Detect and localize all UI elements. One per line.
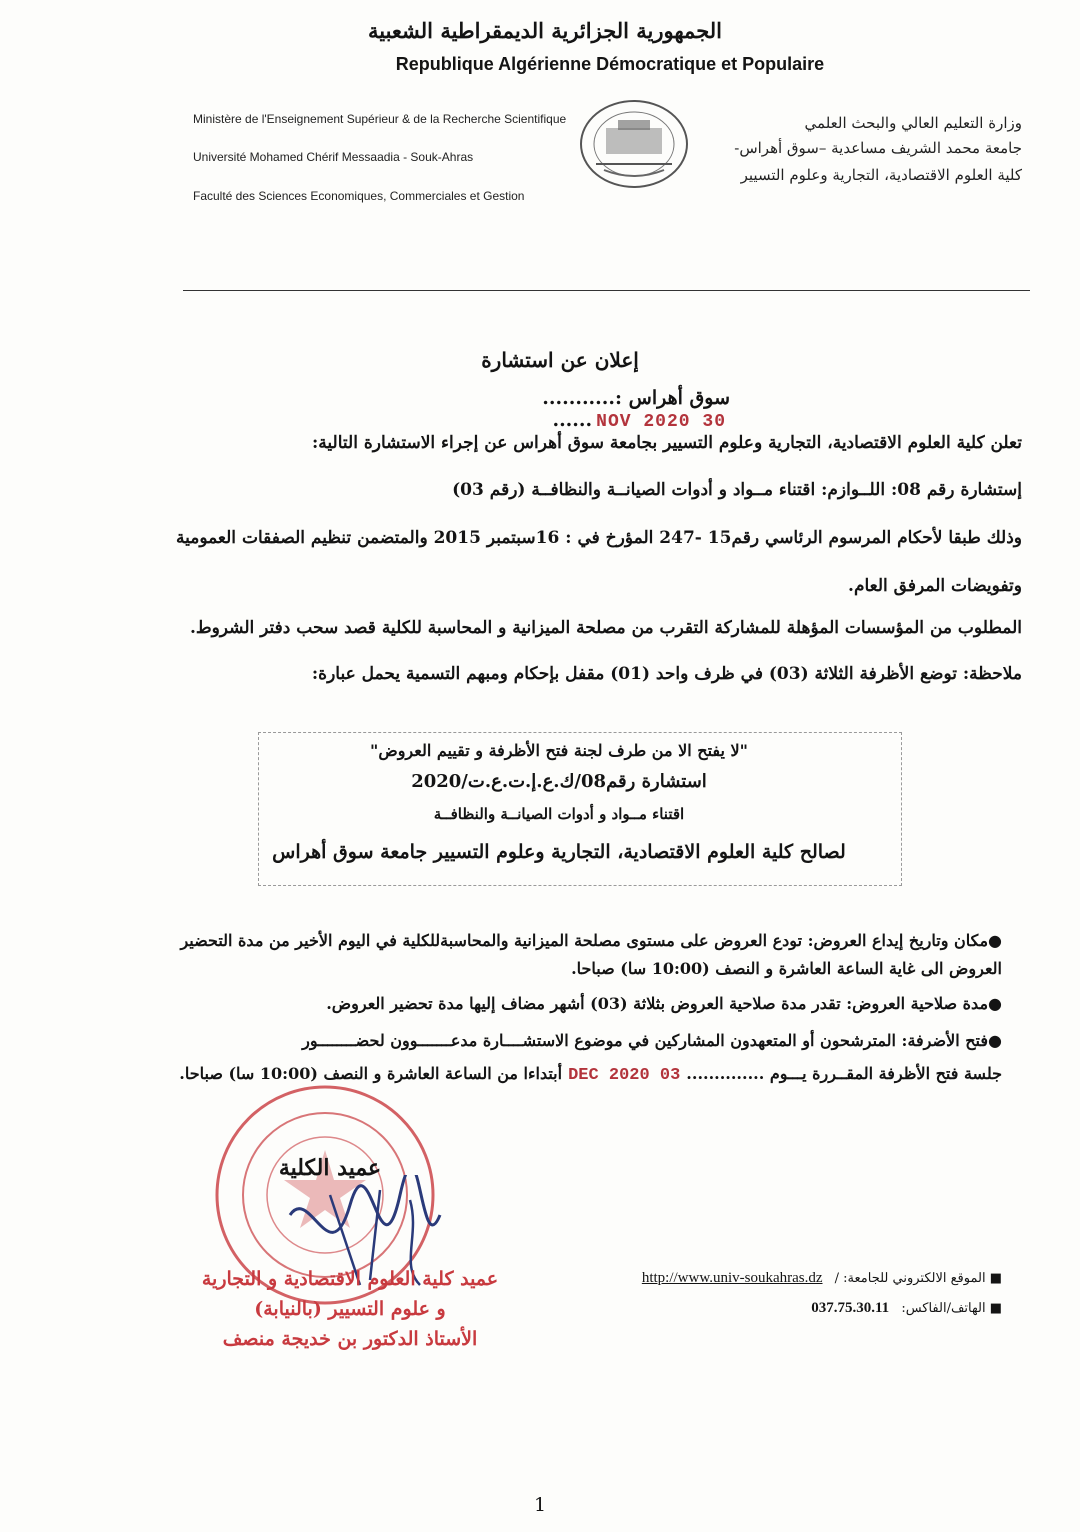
republic-title-ar: الجمهورية الجزائرية الديمقراطية الشعبية (367, 18, 722, 43)
ministry-fr: Ministère de l'Enseignement Supérieur & de la Recherche Scientifique (193, 112, 567, 126)
validity-text: مدة صلاحية العروض: تقدر مدة صلاحية العروض بثلاثة (03) أشهر مضاف إليها مدة تحضير العروض. (326, 994, 989, 1013)
opening-text-post: أبتداءا من الساعة العاشرة و النصف (10:00 سا) صباحا. (179, 1064, 563, 1083)
republic-title-fr: Republique Algérienne Démocratique et Populaire (395, 54, 825, 74)
page-number: 1 (533, 1494, 547, 1516)
request-text: المطلوب من المؤسسات المؤهلة للمشاركة التقرب من مصلحة الميزانية و المحاسبة للكلية قصد سحب دفتر الشروط. (189, 618, 1022, 638)
signatory-block (200, 1268, 500, 1358)
university-fr: Université Mohamed Chérif Messaadia - Souk-Ahras (193, 150, 474, 164)
opening-text-1: فتح الأضرفة: المترشحون أو المتعهدون المشاركين في موضوع الاستشــــارة مدعـــــــوون لحضــــــــور (302, 1031, 989, 1050)
bullet-icon: ● (988, 1031, 1002, 1050)
place-label: سوق أهراس : (615, 387, 730, 409)
phone-value: 037.75.30.11 (811, 1300, 890, 1316)
bullet-icon: ● (988, 994, 1002, 1013)
bullet-icon: ● (988, 931, 1002, 950)
envelope-line-1: "لا يفتح الا من طرف لجنة فتح الأظرفة و تقييم العروض" (370, 741, 748, 760)
validity-item (142, 994, 1002, 1013)
place-dots-before: ...... (552, 409, 593, 431)
website-label: الموقع الالكتروني للجامعة: / (834, 1271, 986, 1286)
place-dots-after: ........... (542, 387, 616, 409)
signatory-line-3: الأستاذ الدكتور بن خديجة منصف (222, 1328, 478, 1350)
document-title: إعلان عن استشارة (481, 348, 639, 372)
submission-place-item (142, 931, 1002, 950)
submission-text-1: مكان وتاريخ إيداع العروض: تودع العروض على مستوى مصلحة الميزانية والمحاسبةللكلية في اليوم الأخير من مدة التحضير (180, 931, 989, 950)
signatory-line-1: عميد كلية العلوم الاقتصادية و التجارية (201, 1268, 499, 1290)
opening-item (142, 1031, 1002, 1050)
square-bullet-icon: ■ (989, 1271, 1002, 1286)
website-link[interactable]: http://www.univ-soukahras.dz (641, 1270, 823, 1286)
envelope-line-4: لصالح كلية العلوم الاقتصادية، التجارية وعلوم التسيير جامعة سوق أهراس (272, 841, 846, 863)
consultation-text: إستشارة رقم 08: اللــوازم: اقتناء مــواد و أدوات الصيانــة والنظافــة (رقم 03) (452, 480, 1022, 500)
intro-text: تعلن كلية العلوم الاقتصادية، التجارية وعلوم التسيير بجامعة سوق أهراس عن إجراء الاستشارة التالية: (312, 433, 1022, 453)
opening-text-pre: جلسة فتح الأظرفة المقــررة يـــوم .............. (686, 1064, 1002, 1083)
phone-row (811, 1300, 1002, 1317)
square-bullet-icon: ■ (989, 1301, 1002, 1316)
legal-text-2: وتفويضات المرفق العام. (848, 576, 1022, 596)
dean-title: عميد الكلية (278, 1155, 382, 1181)
submission-text-2: العروض الى غاية الساعة العاشرة و النصف (10:00 سا) صباحا. (571, 959, 1002, 978)
header-divider (183, 290, 1030, 291)
legal-text-1: وذلك طبقا لأحكام المرسوم الرئاسي رقم15 -247 المؤرخ في : 16سبتمبر 2015 والمتضمن تنظيم الصفقات العمومية (175, 528, 1022, 548)
faculty-ar: كلية العلوم الاقتصادية، التجارية وعلوم التسيير (740, 166, 1022, 184)
note-text: ملاحظة: توضع الأظرفة الثلاثة (03) في ظرف واحد (01) مقفل بإحكام ومبهم التسمية يحمل عبارة: (311, 664, 1022, 684)
envelope-inscription-box (258, 732, 902, 886)
university-emblem-icon (578, 98, 690, 190)
place-date-line (440, 387, 730, 432)
phone-label: الهاتف/الفاكس: (901, 1301, 986, 1316)
date-stamp: 30 NOV 2020 (596, 412, 726, 432)
signatory-line-2: و علوم التسيير (بالنيابة) (254, 1298, 446, 1320)
ministry-ar: وزارة التعليم العالي والبحث العلمي (804, 114, 1022, 132)
university-ar: جامعة محمد الشريف مساعدية –سوق أهراس- (734, 139, 1022, 157)
website-row (642, 1270, 1002, 1287)
opening-date-stamp: 03 DEC 2020 (568, 1066, 681, 1085)
faculty-fr: Faculté des Sciences Economiques, Commerciales et Gestion (193, 189, 525, 203)
envelope-line-2: استشارة رقم08/ك.ع.إ.ت.ع.ت/2020 (411, 771, 707, 792)
envelope-line-3: اقتناء مــواد و أدوات الصيانــة والنظافــة (433, 805, 685, 823)
